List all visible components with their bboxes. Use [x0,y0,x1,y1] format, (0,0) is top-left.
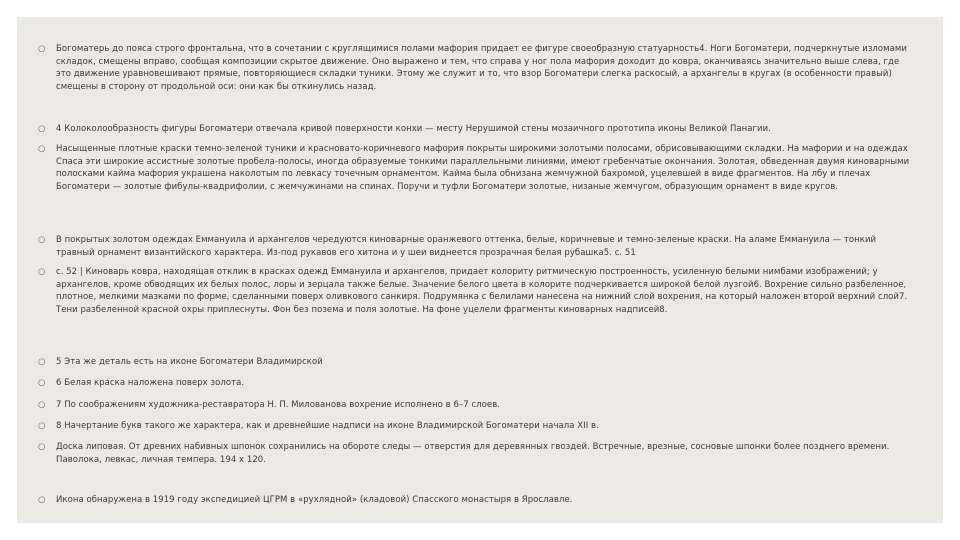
paragraph-text: Насыщенные плотные краски темно-зеленой туники и красновато-коричневого мафория покрыты широкими золотыми полосами, обрисовывающими складки. На мафории и на одеждах Спаса эти широкие ассистные золотые пробела-полосы, иногда образуемые тонкими параллельными линиями, имеют гребенчатые окончания. Золотая, обведенная двумя киноварными полосками кайма мафория украшена наколотым по левкасу точечным орнаментом. Кайма была обнизана жемчужной бахромой, уцелевшей в виде фрагментов. На лбу и плечах Богоматери — золотые фибулы-квадрифолии, с жемчужинами на спинах. Поручи и туфли Богоматери золотые, низаные жемчугом, образующим орнамент в виде кругов. [56,144,910,192]
paragraph-text: 7 По соображениям художника-реставратора Н. П. Милованова вохрение исполнено в 6–7 слоев. [56,400,501,410]
paragraph-text: 5 Эта же деталь есть на иконе Богоматери Владимирской [56,357,323,367]
hollow-circle-bullet-icon: ○ [38,235,46,245]
hollow-circle-bullet-icon: ○ [38,44,46,54]
paragraph-text: Доска липовая. От древних набивных шпонок сохранились на обороте следы — отверстия для деревянных гвоздей. Встречные, врезные, сосновые шпонки более позднего времени. Паволока, левкас, личная темпера. 194 х 120. [56,442,890,465]
paragraph-text: 6 Белая краска наложена поверх золота. [56,378,245,388]
paragraph-text: с. 52 | Киноварь ковра, находящая отклик в красках одежд Еммануила и архангелов, придает колориту ритмическую построенность, усиленную белыми нимбами изображений; у архангелов, кроме обводящих их белых полос, лоры и зерцала также белые. Значение белого цвета в колорите подчеркивается широкой белой лузгой6. Вохрение сильно разбеленное, плотное, мелкими мазками по форме, сделанными поверх оливкового санкиря. Подрумянка с белилами нанесена на нижний слой вохрения, на который наложен второй верхний слой7. Тени разбеленной красной охры приплеснуты. Фон без позема и поля золотые. На фоне уцелели фрагменты киноварных надписей8. [56,267,908,315]
paragraph-text: 8 Начертание букв такого же характера, как и древнейшие надписи на иконе Владимирской Богоматери начала XII в. [56,421,599,431]
slide-background [17,17,943,523]
hollow-circle-bullet-icon: ○ [38,442,46,452]
paragraph-text: Богоматерь до пояса строго фронтальна, что в сочетании с круглящимися полами мафория придает ее фигуре своеобразную статуарность4. Ноги Богоматери, подчеркнутые изломами складок, смещены вправо, сообщая композиции скрытое движение. Оно выражено и тем, что справа у ног пола мафория доходит до ковра, оканчиваясь значительно выше слева, где это движение уравновешивают прямые, повторяющиеся складки туники. Этому же служит и то, что взор Богоматери слегка раскосый, а архангелы в кругах (в особенности правый) смещены в сторону от продольной оси: они как бы откинулись назад. [56,44,907,92]
hollow-circle-bullet-icon: ○ [38,495,46,505]
hollow-circle-bullet-icon: ○ [38,144,46,154]
hollow-circle-bullet-icon: ○ [38,267,46,277]
hollow-circle-bullet-icon: ○ [38,421,46,431]
paragraph-text: В покрытых золотом одеждах Еммануила и архангелов чередуются киноварные оранжевого оттенка, белые, коричневые и темно-зеленые краски. На аламе Еммануила — тонкий травный орнамент византийского характера. Из-под рукавов его хитона и у шеи виднеется прозрачная белая рубашка5. с. 51 [56,235,877,258]
hollow-circle-bullet-icon: ○ [38,124,46,134]
hollow-circle-bullet-icon: ○ [38,357,46,367]
paragraph-text: Икона обнаружена в 1919 году экспедицией ЦГРМ в «рухлядной» (кладовой) Спасского монастыря в Ярославле. [56,495,573,505]
hollow-circle-bullet-icon: ○ [38,378,46,388]
hollow-circle-bullet-icon: ○ [38,400,46,410]
paragraph-text: 4 Колоколообразность фигуры Богоматери отвечала кривой поверхности конхи — месту Нерушимой стены мозаичного прототипа иконы Великой Панагии. [56,124,771,134]
